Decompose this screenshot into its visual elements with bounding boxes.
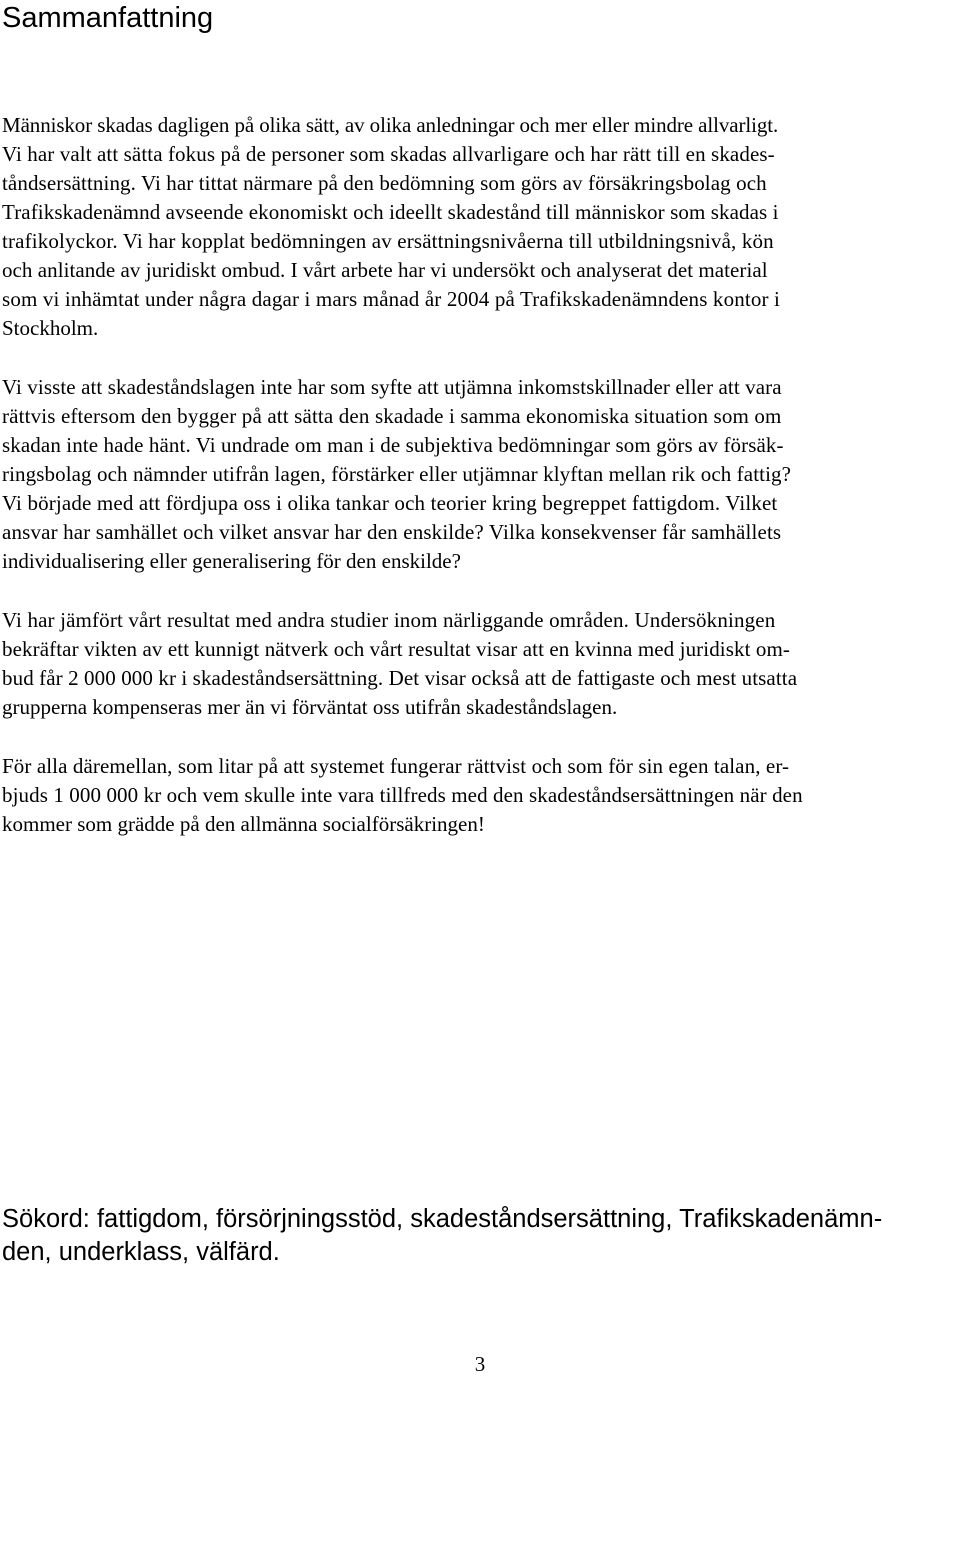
text-line: ringsbolag och nämnder utifrån lagen, förstärker eller utjämnar klyftan mellan rik och fattig? <box>2 462 792 486</box>
text-line: individualisering eller generalisering för den enskilde? <box>2 549 461 573</box>
text-line: bjuds 1 000 000 kr och vem skulle inte vara tillfreds med den skadeståndsersättningen när den <box>2 783 803 807</box>
text-line: grupperna kompenseras mer än vi förväntat oss utifrån skadeståndslagen. <box>2 695 618 719</box>
text-line: och anlitande av juridiskt ombud. I vårt arbete har vi undersökt och analyserat det material <box>2 258 768 282</box>
text-line: Vi har jämfört vårt resultat med andra studier inom närliggande områden. Undersökningen <box>2 608 776 632</box>
text-line: För alla däremellan, som litar på att systemet fungerar rättvist och som för sin egen talan, er- <box>2 754 790 778</box>
text-line: Vi visste att skadeståndslagen inte har som syfte att utjämna inkomstskillnader eller att vara <box>2 375 782 399</box>
text-line: skadan inte hade hänt. Vi undrade om man i de subjektiva bedömningar som görs av försäk- <box>2 433 784 457</box>
page-heading: Sammanfattning <box>2 2 214 34</box>
text-line: Trafikskadenämnd avseende ekonomiskt och ideellt skadestånd till människor som skadas i <box>2 200 779 224</box>
text-line: Människor skadas dagligen på olika sätt, av olika anledningar och mer eller mindre allvarligt. <box>2 113 779 137</box>
text-line: Stockholm. <box>2 316 99 340</box>
page-number: 3 <box>474 1352 486 1376</box>
keywords-line: den, underklass, välfärd. <box>2 1238 280 1266</box>
text-line: Vi började med att fördjupa oss i olika tankar och teorier kring begreppet fattigdom. Vilket <box>2 491 778 515</box>
text-line: som vi inhämtat under några dagar i mars månad år 2004 på Trafikskadenämndens kontor i <box>2 287 781 311</box>
text-line: tåndsersättning. Vi har tittat närmare på den bedömning som görs av försäkringsbolag och <box>2 171 767 195</box>
text-line: trafikolyckor. Vi har kopplat bedömningen av ersättningsnivåerna till utbildningsnivå, kön <box>2 229 774 253</box>
keywords-line: Sökord: fattigdom, försörjningsstöd, skadeståndsersättning, Trafikskadenämn- <box>2 1205 883 1233</box>
text-line: bekräftar vikten av ett kunnigt nätverk och vårt resultat visar att en kvinna med juridiskt om- <box>2 637 791 661</box>
text-line: rättvis eftersom den bygger på att sätta den skadade i samma ekonomiska situation som om <box>2 404 782 428</box>
text-line: Vi har valt att sätta fokus på de personer som skadas allvarligare och har rätt till en skades- <box>2 142 775 166</box>
text-line: kommer som grädde på den allmänna socialförsäkringen! <box>2 812 485 836</box>
text-line: ansvar har samhället och vilket ansvar har den enskilde? Vilka konsekvenser får samhällets <box>2 520 782 544</box>
text-line: bud får 2 000 000 kr i skadeståndsersättning. Det visar också att de fattigaste och mest utsatta <box>2 666 798 690</box>
